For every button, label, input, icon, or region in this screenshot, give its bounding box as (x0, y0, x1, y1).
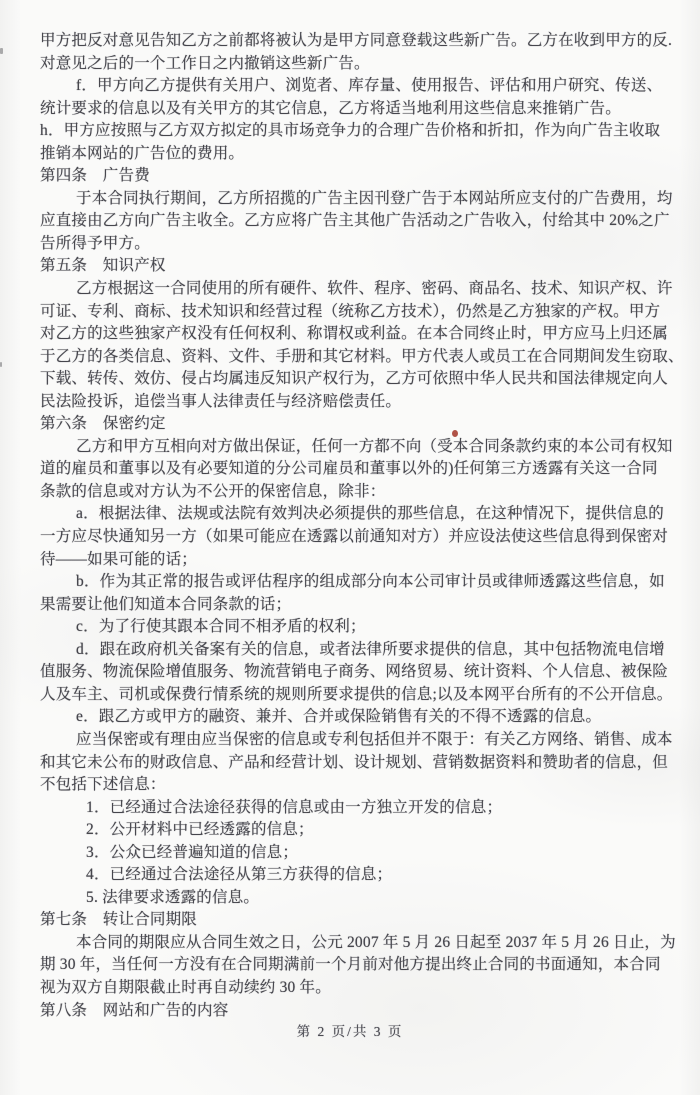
contract-line: 对意见之后的一个工作日之内撤销这些新广告。 (40, 54, 370, 72)
contract-line: 乙方根据这一合同使用的所有硬件、软件、程序、密码、商品名、技术、知识产权、许 (76, 280, 673, 298)
page-number: 第 2 页/共 3 页 (296, 1024, 404, 1039)
contract-body (40, 30, 684, 1022)
contract-line: e．跟乙方或甲方的融资、兼并、合并或保险销售有关的不得不透露的信息。 (76, 708, 602, 726)
contract-line: h．甲方应按照与乙方双方拟定的具市场竞争力的合理广告价格和折扣，作为向广告主收取 (40, 122, 661, 140)
scan-speck (0, 48, 3, 54)
section-heading: 第七条 转让合同期限 (40, 911, 198, 929)
contract-line: 应直接由乙方向广告主收全。乙方应将广告主其他广告活动之广告收入，付给其中 20%之广 (40, 212, 670, 230)
contract-line: 甲方把反对意见告知乙方之前都将被认为是甲方同意登载这些新广告。乙方在收到甲方的反. (40, 32, 673, 49)
contract-line: 人及车主、司机或保费行情系统的规则所要求提供的信息;以及本网平台所有的不公开信息。 (40, 685, 673, 703)
contract-line: 应当保密或有理由应当保密的信息或专利包括但并不限于：有关乙方网络、销售、成本 (76, 730, 673, 748)
contract-line: 告所得予甲方。 (40, 234, 150, 252)
contract-line: 乙方和甲方互相向对方做出保证，任何一方都不向（受本合同条款约束的本公司有权知 (76, 437, 673, 455)
section-heading: 第六条 保密约定 (40, 415, 166, 433)
list-item: 4．已经通过合法途径从第三方获得的信息； (86, 866, 393, 884)
contract-line: d．跟在政府机关备案有关的信息，或者法律所要求提供的信息，其中包括物流电信增 (76, 640, 665, 658)
contract-line: 视为双方自期限截止时再自动续约 30 年。 (40, 978, 331, 996)
contract-line: 和其它未公布的财政信息、产品和经营计划、设计规划、营销数据资料和赞助者的信息，但 (40, 753, 669, 771)
contract-line: a．根据法律、法规或法院有效判决必须提供的那些信息，在这种情况下，提供信息的 (76, 505, 664, 523)
contract-line: 可证、专利、商标、技术知识和经营过程（统称乙方技术），仍然是乙方独家的产权。甲方 (40, 302, 661, 320)
contract-line: 于本合同执行期间，乙方所招揽的广告主因刊登广告于本网站所应支付的广告费用，均 (76, 189, 673, 207)
contract-line: 对乙方的这些独家产权没有任何权利、称谓权或利益。在本合同终止时，甲方应马上归还属 (40, 325, 669, 343)
contract-line: 民法险投诉，追偿当事人法律责任与经济赔偿责任。 (40, 392, 402, 410)
section-heading: 第四条 广告费 (40, 167, 150, 185)
red-ink-speck (452, 430, 458, 437)
contract-line: 条款的信息或对方认为不公开的保密信息，除非： (40, 482, 386, 500)
contract-line: 道的雇员和董事以及有必要知道的分公司雇员和董事以外的)任何第三方透露有关这一合同 (40, 460, 658, 478)
contract-line: 本合同的期限应从合同生效之日，公元 2007 年 5 月 26 日起至 2037 年 5 月 26 日止，为 (76, 933, 676, 951)
contract-line: 不包括下述信息： (40, 776, 166, 794)
contract-line: 下载、转传、效仿、侵占均属违反知识产权行为，乙方可依照中华人民共和国法律规定向人 (40, 370, 669, 388)
contract-line: 果需要让他们知道本合同条款的话； (40, 595, 292, 613)
list-item: 3．公众已经普遍知道的信息； (86, 843, 299, 861)
contract-line: c．为了行使其跟本合同不相矛盾的权利； (76, 618, 366, 636)
contract-line: 推销本网站的广告位的费用。 (40, 144, 245, 162)
list-item: 2．公开材料中已经透露的信息； (86, 821, 314, 839)
contract-line: 期 30 年，当任何一方没有在合同期满前一个月前对他方提出终止合同的书面通知，本合同 (40, 956, 661, 974)
contract-line: 一方应尽快通知另一方（如果可能应在透露以前通知对方）并应设法使这些信息得到保密对 (40, 528, 669, 546)
contract-line: 于乙方的各类信息、资料、文件、手册和其它材料。甲方代表人或员工在合同期间发生窃取、 (40, 347, 684, 365)
contract-line: f．甲方向乙方提供有关用户、浏览者、库存量、使用报告、评估和用户研究、传送、 (76, 77, 663, 95)
contract-line: 待——如果可能的话； (40, 550, 198, 568)
section-heading: 第五条 知识产权 (40, 257, 166, 275)
contract-line: 值服务、物流保险增值服务、物流营销电子商务、网络贸易、统计资料、个人信息、被保险 (40, 663, 669, 681)
contract-line: b．作为其正常的报告或评估程序的组成部分向本公司审计员或律师透露这些信息，如 (76, 573, 665, 591)
list-item: 1．已经通过合法途径获得的信息或由一方独立开发的信息； (86, 798, 503, 816)
contract-line: 统计要求的信息以及有关甲方的其它信息，乙方将适当地利用这些信息来推销广告。 (40, 99, 621, 117)
scan-speck (0, 362, 2, 367)
section-heading: 第八条 网站和广告的内容 (40, 1001, 229, 1019)
list-item: 5. 法律要求透露的信息。 (86, 888, 260, 906)
